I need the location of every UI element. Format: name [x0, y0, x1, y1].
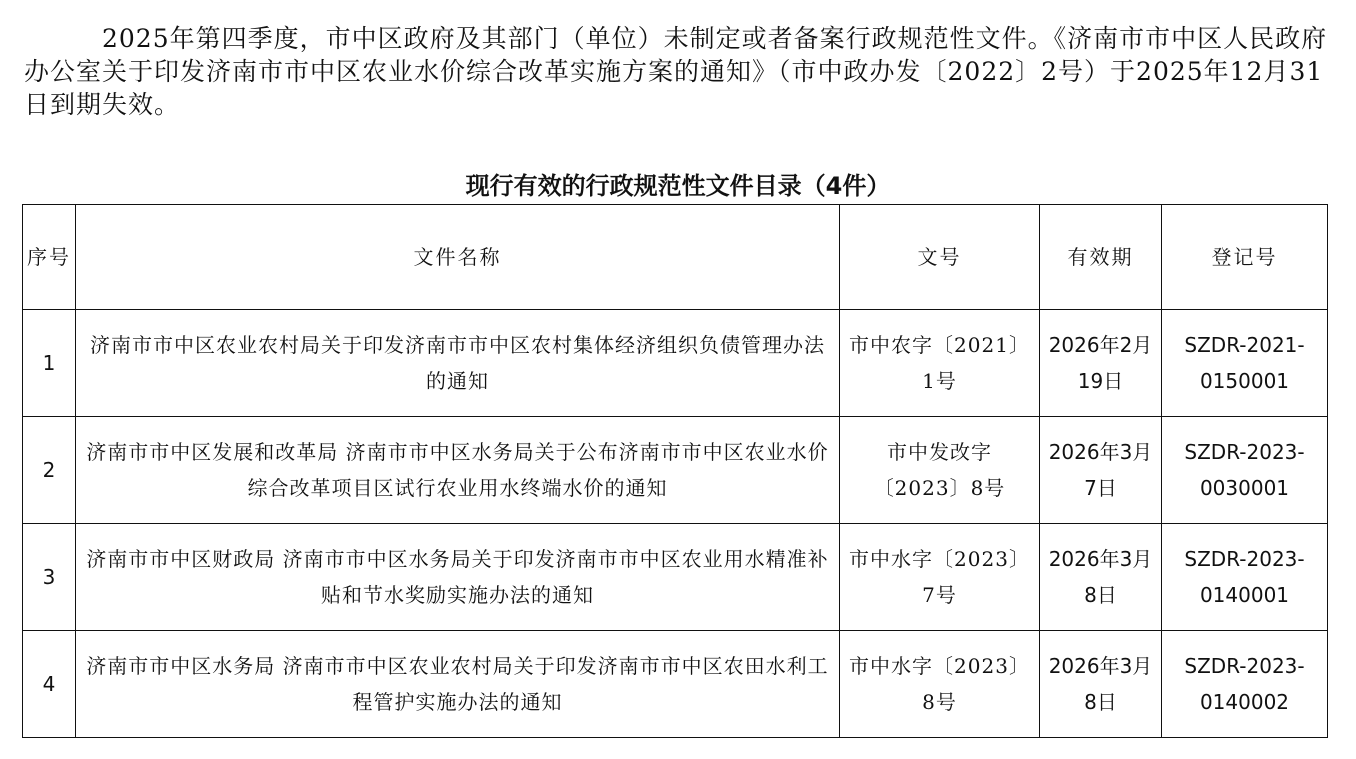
row-validity: 2026年3月8日 [1040, 524, 1162, 631]
row-document-name: 济南市市中区农业农村局关于印发济南市市中区农村集体经济组织负债管理办法的通知 [76, 310, 840, 417]
row-index: 3 [23, 524, 76, 631]
table-row [23, 524, 1328, 631]
header-name: 文件名称 [76, 205, 840, 310]
table-row [23, 417, 1328, 524]
header-validity: 有效期 [1040, 205, 1162, 310]
row-registration-number: SZDR-2023-0140002 [1162, 631, 1328, 738]
row-registration-number: SZDR-2021-0150001 [1162, 310, 1328, 417]
table-title: 现行有效的行政规范性文件目录（4件） [465, 172, 891, 200]
row-document-name: 济南市市中区财政局 济南市市中区水务局关于印发济南市市中区农业用水精准补贴和节水奖励实施办法的通知 [76, 524, 840, 631]
row-validity: 2026年3月7日 [1040, 417, 1162, 524]
header-reg-no: 登记号 [1162, 205, 1328, 310]
row-document-name: 济南市市中区发展和改革局 济南市市中区水务局关于公布济南市市中区农业水价综合改革项目区试行农业用水终端水价的通知 [76, 417, 840, 524]
row-index: 2 [23, 417, 76, 524]
document-catalog-table [22, 204, 1328, 738]
row-document-number: 市中发改字〔2023〕8号 [840, 417, 1040, 524]
row-index: 4 [23, 631, 76, 738]
row-document-number: 市中农字〔2021〕1号 [840, 310, 1040, 417]
row-validity: 2026年2月19日 [1040, 310, 1162, 417]
row-document-name: 济南市市中区水务局 济南市市中区农业农村局关于印发济南市市中区农田水利工程管护实施办法的通知 [76, 631, 840, 738]
row-document-number: 市中水字〔2023〕7号 [840, 524, 1040, 631]
row-index: 1 [23, 310, 76, 417]
intro-paragraph: 2025年第四季度，市中区政府及其部门（单位）未制定或者备案行政规范性文件。《济南市市中区人民政府办公室关于印发济南市市中区农业水价综合改革实施方案的通知》（市中政办发〔2022〕2号）于2025年12月31日到期失效。 [24, 24, 1328, 119]
row-document-number: 市中水字〔2023〕8号 [840, 631, 1040, 738]
header-doc-no: 文号 [840, 205, 1040, 310]
row-registration-number: SZDR-2023-0030001 [1162, 417, 1328, 524]
table-row [23, 631, 1328, 738]
row-validity: 2026年3月8日 [1040, 631, 1162, 738]
row-registration-number: SZDR-2023-0140001 [1162, 524, 1328, 631]
table-row [23, 310, 1328, 417]
table-header-row [23, 205, 1328, 310]
header-index: 序号 [23, 205, 76, 310]
